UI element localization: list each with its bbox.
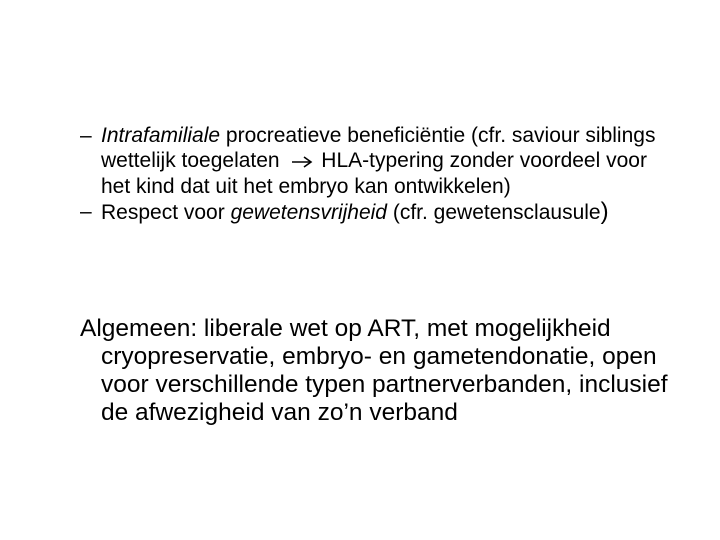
bullet-text: procreatieve beneficiëntie (cfr. saviour siblings wettelijk toegelaten [101,124,656,172]
closing-parenthesis: ) [600,197,609,225]
emphasis-term: gewetensvrijheid [230,200,387,224]
bullet-text: (cfr. gewetensclausule [387,200,601,224]
emphasis-term: Intrafamiliale [101,124,221,147]
summary-paragraph: Algemeen: liberale wet op ART, met mogelijkheid cryopreservatie, embryo- en gametendonatie, open voor verschillende typen partnerverbanden, inclusief de afwezigheid van zo’n verband [80,315,668,426]
sub-bullet-item [80,197,680,226]
sub-bullet-list [80,124,680,225]
sub-bullet-item [80,124,680,200]
arrow-right-icon [291,151,313,176]
bullet-dash: – [80,199,92,223]
bullet-dash: – [80,124,92,147]
bullet-text: HLA-typering zonder voordeel voor het kind dat uit het embryo kan ontwikkelen) [101,148,647,198]
bullet-text: Respect voor [101,200,231,224]
